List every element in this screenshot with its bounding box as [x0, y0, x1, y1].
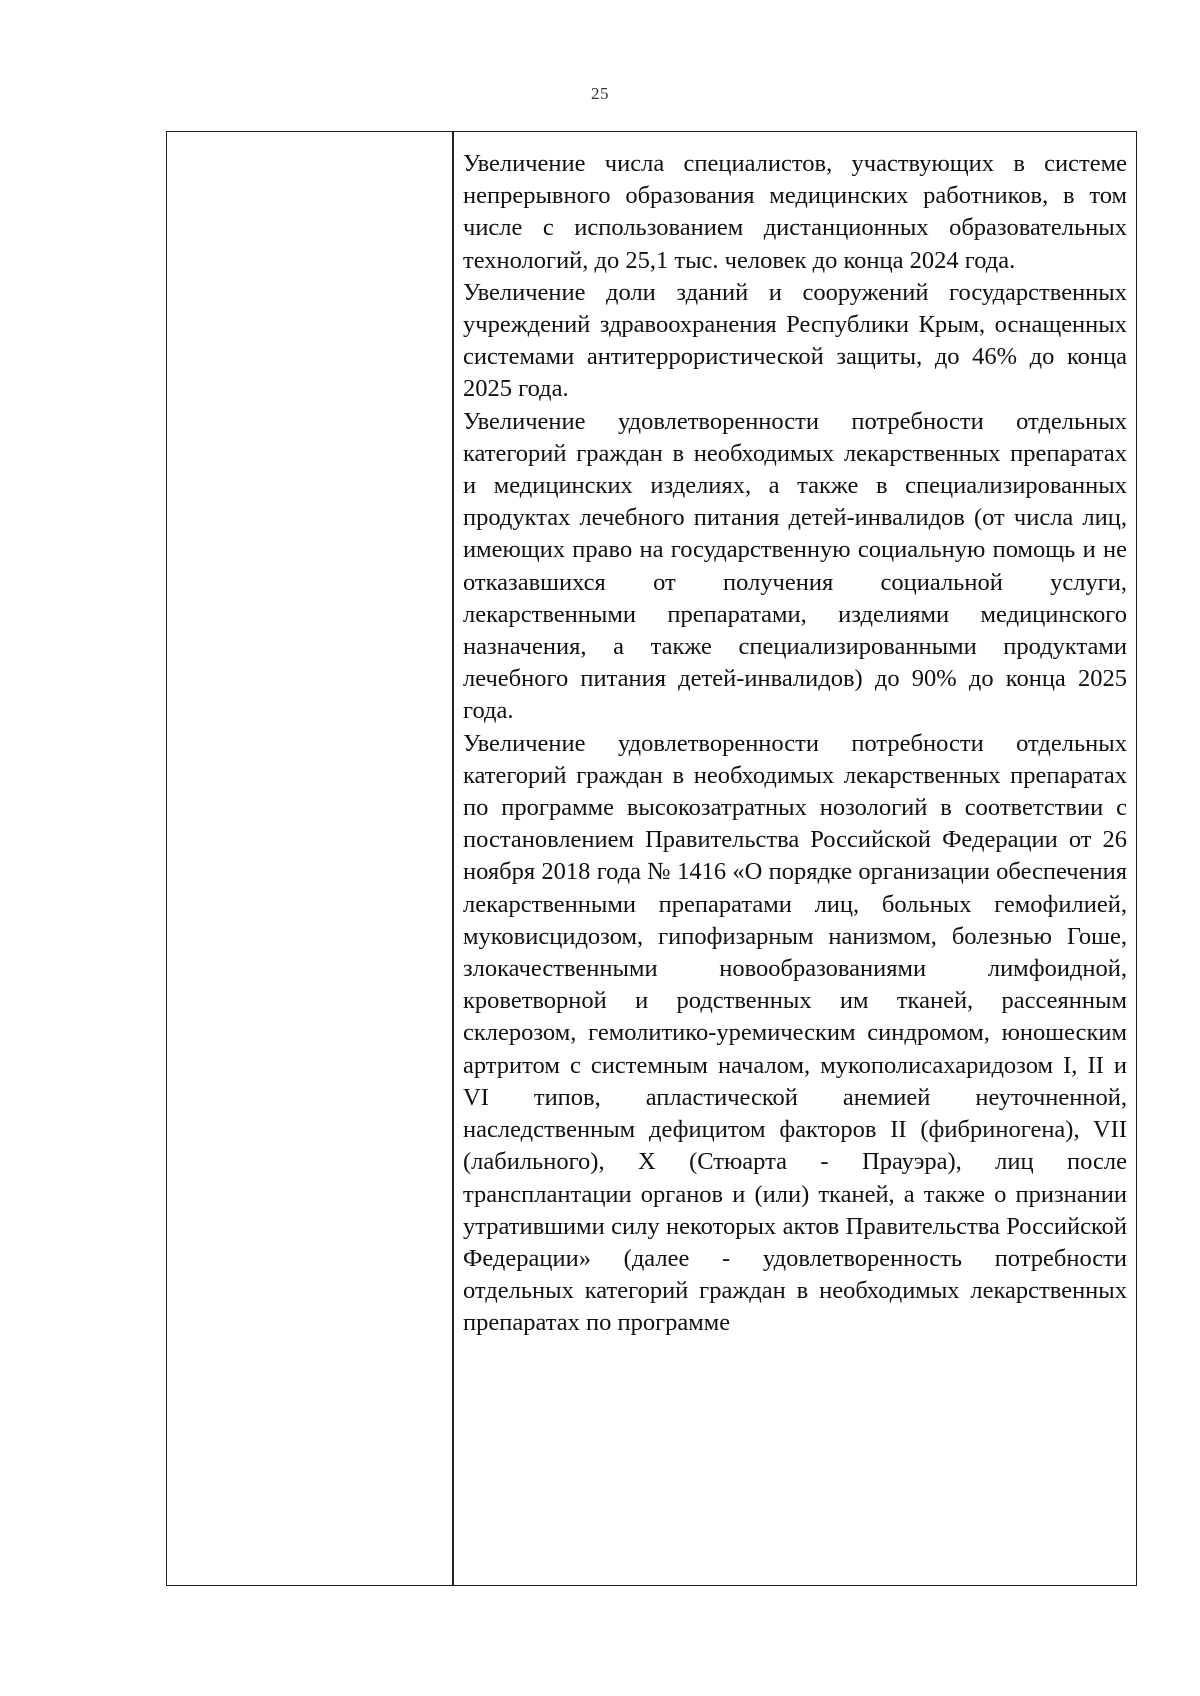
page-number: 25 [591, 84, 609, 103]
paragraph-medicine-supply: Увеличение удовлетворенности потребности отдельных категорий граждан в необходимых лекарственных препаратах и медицинских изделиях, а также в специализированных продуктах лечебного питания детей-инвалидов (от числа лиц, имеющих право на государственную социальную помощь и не отказавшихся от получения социальной услуги, лекарственными препаратами, изделиями медицинского назначения, а также специализированными продуктами лечебного питания детей-инвалидов) до 90% до конца 2025 года. [463, 407, 1127, 725]
table-cell-right [463, 148, 1127, 1578]
column-divider [452, 132, 454, 1585]
paragraph-high-cost-nosologies: Увеличение удовлетворенности потребности отдельных категорий граждан в необходимых лекарственных препаратах по программе высокозатратных нозологий в соответствии с постановлением Правительства Российской Федерации от 26 ноября 2018 года № 1416 «О порядке организации обеспечения лекарственными препаратами лиц, больных гемофилией, муковисцидозом, гипофизарным нанизмом, болезнью Гоше, злокачественными новообразованиями лимфоидной, кроветворной и родственных им тканей, рассеянным склерозом, гемолитико-уремическим синдромом, юношеским артритом с системным началом, мукополисахаридозом I, II и VI типов, апластической анемией неуточненной, наследственным дефицитом факторов II (фибриногена), VII (лабильного), X (Стюарта - Прауэра), лиц после трансплантации органов и (или) тканей, а также о признании утратившими силу некоторых актов Правительства Российской Федерации» (далее - удовлетворенность потребности отдельных категорий граждан в необходимых лекарственных препаратах по программе [463, 729, 1127, 1337]
paragraph-antiterror-protection: Увеличение доли зданий и сооружений государственных учреждений здравоохранения Республики Крым, оснащенных системами антитеррористической защиты, до 46% до конца 2025 года. [463, 278, 1127, 403]
table-cell-left [167, 132, 452, 1585]
paragraph-specialists-education: Увеличение числа специалистов, участвующих в системе непрерывного образования медицинских работников, в том числе с использованием дистанционных образовательных технологий, до 25,1 тыс. человек до конца 2024 года. [463, 150, 1127, 274]
document-table [166, 131, 1137, 1586]
